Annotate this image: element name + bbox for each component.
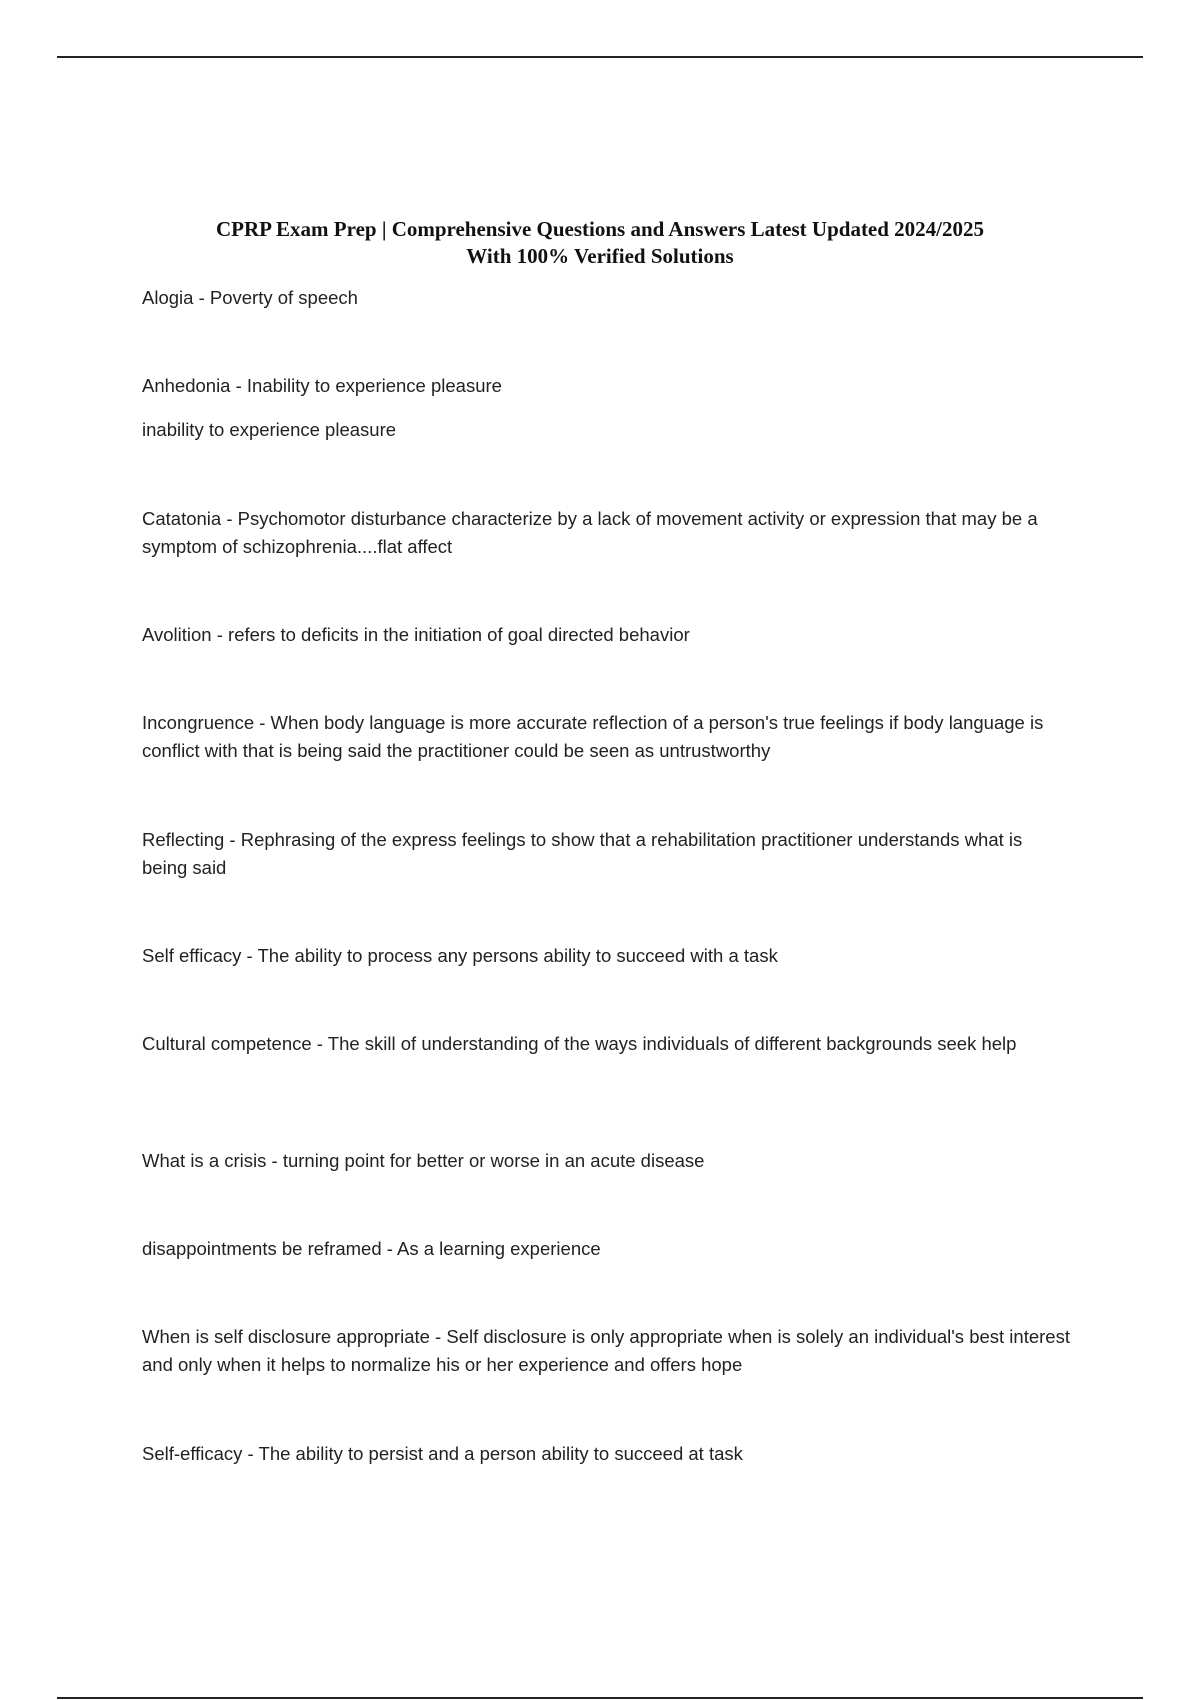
- entry-crisis: What is a crisis - turning point for better or worse in an acute disease: [142, 1150, 705, 1171]
- entry-avolition: Avolition - refers to deficits in the initiation of goal directed behavior: [142, 624, 690, 645]
- entry-reflecting: Reflecting - Rephrasing of the express feelings to show that a rehabilitation practitioner understands what is being said: [142, 829, 1023, 878]
- entry-alogia: Alogia - Poverty of speech: [142, 287, 358, 308]
- entry-self-efficacy-2: Self-efficacy - The ability to persist and a person ability to succeed at task: [142, 1443, 743, 1464]
- entry-anhedonia-note: inability to experience pleasure: [142, 419, 397, 440]
- title-line-2: With 100% Verified Solutions: [466, 244, 734, 268]
- title-line-1: CPRP Exam Prep | Comprehensive Questions and Answers Latest Updated 2024/2025: [215, 217, 985, 241]
- entry-self-disclosure: When is self disclosure appropriate - Self disclosure is only appropriate when is solely an individual's best interest and only when it helps to normalize his or her experience and offers hope: [142, 1326, 1070, 1375]
- entry-self-efficacy: Self efficacy - The ability to process any persons ability to succeed with a task: [142, 945, 778, 966]
- entry-cultural-competence: Cultural competence - The skill of understanding of the ways individuals of different backgrounds seek help: [142, 1033, 1017, 1054]
- entry-incongruence: Incongruence - When body language is more accurate reflection of a person's true feelings if body language is conflict with that is being said the practitioner could be seen as untrustworthy: [142, 712, 1044, 761]
- document-title: [120, 216, 1080, 270]
- top-rule: [57, 56, 1143, 58]
- bottom-rule: [57, 1697, 1143, 1699]
- entry-catatonia: Catatonia - Psychomotor disturbance characterize by a lack of movement activity or expression that may be a symptom of schizophrenia....flat affect: [142, 508, 1038, 557]
- entry-disappointments: disappointments be reframed - As a learning experience: [142, 1238, 601, 1259]
- entry-anhedonia: Anhedonia - Inability to experience pleasure: [142, 375, 502, 396]
